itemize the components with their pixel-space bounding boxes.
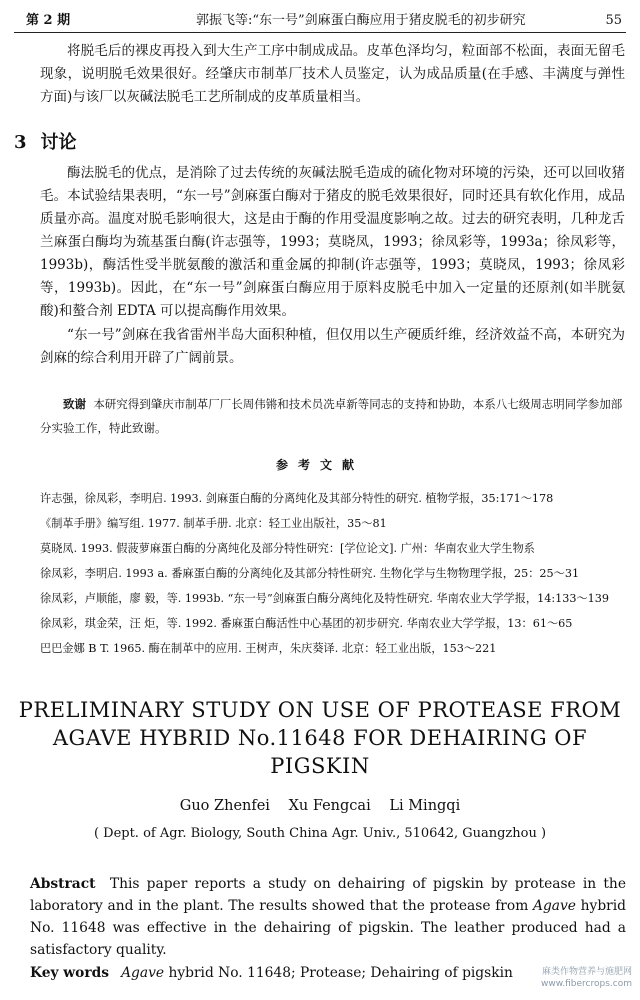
section-heading xyxy=(14,128,77,154)
reference-item: 徐凤彩，卢顺能，廖 毅，等. 1993b. “东一号”剑麻蛋白酶分离纯化及特性研究. 华南农业大学学报，14:133～139 xyxy=(40,592,609,605)
reference-item: 徐凤彩，李明启. 1993 a. 番麻蛋白酶的分离纯化及其部分特性研究. 生物化学与生物物理学报，25：25～31 xyxy=(40,567,580,580)
watermark-line-1: 麻类作物营养与施肥网 xyxy=(541,967,632,977)
keywords-text: hybrid No. 11648; Protease; Dehairing of pigskin xyxy=(168,965,513,981)
reference-item: 徐凤彩，琪金荣，汪 炬，等. 1992. 番麻蛋白酶活性中心基团的初步研究. 华南农业大学学报，13：61～65 xyxy=(40,617,573,630)
running-title: 郭振飞等:“东一号”剑麻蛋白酶应用于猪皮脱毛的初步研究 xyxy=(196,13,526,28)
abstract xyxy=(30,873,626,961)
author-name: Xu Fengcai xyxy=(288,798,371,814)
running-header xyxy=(14,10,626,33)
watermark xyxy=(522,966,632,990)
acknowledgement-label: 致谢 xyxy=(63,397,86,411)
affiliation: ( Dept. of Agr. Biology, South China Agr. Univ., 510642, Guangzhou ) xyxy=(93,826,547,841)
references-heading: 参考文献 xyxy=(275,458,364,472)
reference-item: 莫晓凤. 1993. 假菠萝麻蛋白酶的分离纯化及部分特性研究：[学位论文]. 广州：华南农业大学生物系 xyxy=(40,542,535,555)
english-title-line-2: AGAVE HYBRID No.11648 FOR DEHAIRING OF PIGSKIN xyxy=(52,726,588,778)
reference-list xyxy=(40,486,630,661)
section-number: 3 xyxy=(14,132,27,153)
discussion-paragraph-1: 酶法脱毛的优点，是消除了过去传统的灰碱法脱毛造成的硫化物对环境的污染，还可以回收猪毛。本试验结果表明，“东一号”剑麻蛋白酶对于猪皮的脱毛效果很好，同时还具有软化作用，成品质量亦高。温度对脱毛影响很大，这是由于酶的作用受温度影响之故。过去的研究表明，几种龙舌兰麻蛋白酶均为巯基蛋白酶(许志强等，1993；莫晓凤，1993；徐凤彩等，1993a；徐凤彩等，1993b)，酶活性受半胱氨酸的激活和重金属的抑制(许志强等，1993；莫晓凤，1993；徐凤彩等，1993b)。因此，在“东一号”剑麻蛋白酶应用于原料皮脱毛中加入一定量的还原剂(如半胱氨酸)和螯合剂 EDTA 可以提高酶作用效果。 xyxy=(40,165,625,319)
author-name: Guo Zhenfei xyxy=(179,798,270,814)
abstract-label: Abstract xyxy=(30,876,96,892)
abstract-text-2: hybrid No. 11648 was effective in the dehairing of pigskin. The leather produced had a satisfactory quality. xyxy=(30,898,627,958)
abstract-genus: Agave xyxy=(532,898,576,914)
keywords xyxy=(30,965,590,981)
author-list xyxy=(0,798,640,814)
acknowledgement xyxy=(40,392,625,440)
discussion-paragraph-2: “东一号”剑麻在我省雷州半岛大面积种植，但仅用以生产硬质纤维，经济效益不高，本研究为剑麻的综合利用开辟了广阔前景。 xyxy=(40,327,625,366)
page-number: 55 xyxy=(605,13,622,28)
english-title-line-1: PRELIMINARY STUDY ON USE OF PROTEASE FROM xyxy=(18,698,622,722)
reference-item: 《制革手册》编写组. 1977. 制革手册. 北京：轻工业出版社，35～81 xyxy=(40,517,387,530)
watermark-line-2: www.fibercrops.com xyxy=(541,979,632,989)
intro-paragraph: 将脱毛后的裸皮再投入到大生产工序中制成成品。皮革色泽均匀，粒面部不松面，表面无留毛现象，说明脱毛效果很好。经肇庆市制革厂技术人员鉴定，认为成品质量(在手感、丰满度与弹性方面)与该厂以灰碱法脱毛工艺所制成的皮革质量相当。 xyxy=(40,43,625,105)
keywords-label: Key words xyxy=(30,965,110,981)
keywords-genus: Agave xyxy=(121,965,165,981)
abstract-text-1: This paper reports a study on dehairing of pigskin by protease in the laboratory and in the plant. The results showed that the protease from xyxy=(30,876,626,914)
issue-label: 第 2 期 xyxy=(26,13,71,28)
section-title: 讨论 xyxy=(40,132,77,153)
english-title xyxy=(0,696,640,780)
reference-item: 许志强，徐凤彩，李明启. 1993. 剑麻蛋白酶的分离纯化及其部分特性的研究. 植物学报，35:171～178 xyxy=(40,492,554,505)
acknowledgement-text: 本研究得到肇庆市制革厂厂长周伟锵和技术员冼卓新等同志的支持和协助，本系八七级周志明同学参加部分实验工作，特此致谢。 xyxy=(40,397,623,435)
author-name: Li Mingqi xyxy=(389,798,461,814)
reference-item: 巴巴金娜 B T. 1965. 酶在制革中的应用. 王树声，朱庆葵译. 北京：轻工业出版，153～221 xyxy=(40,642,497,655)
